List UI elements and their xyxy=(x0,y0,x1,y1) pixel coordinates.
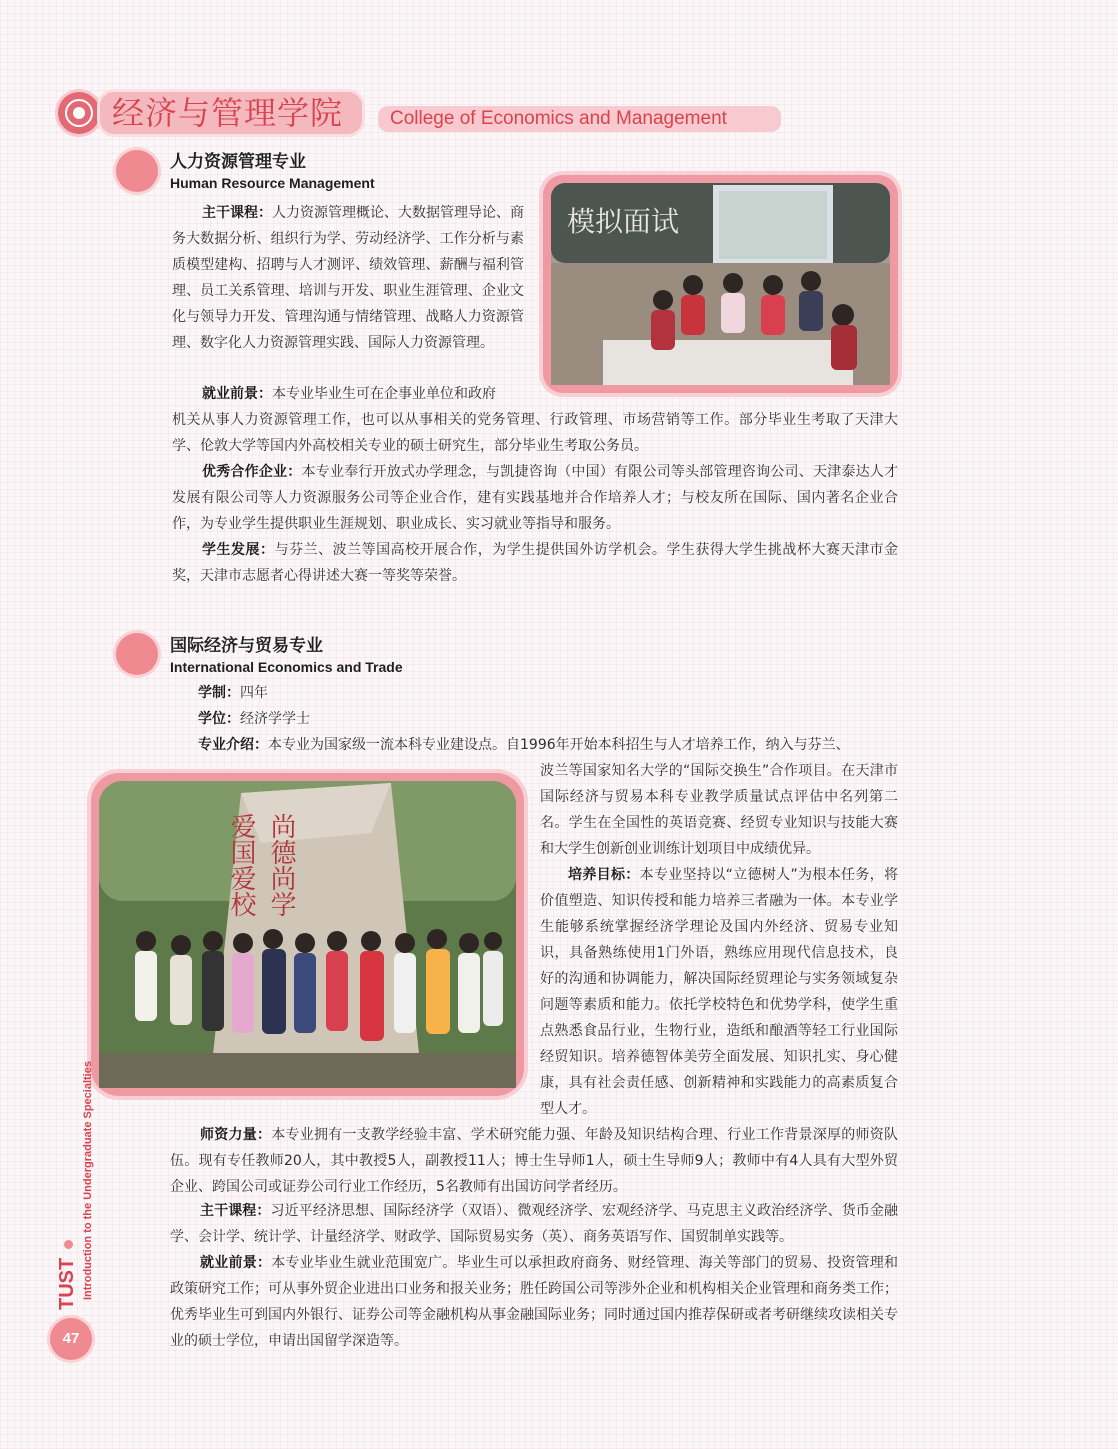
iet-career xyxy=(170,1250,898,1354)
iet-career-text: 本专业毕业生就业范围宽广。毕业生可以承担政府商务、财经管理、海关等部门的贸易、投资管理和政策研究工作；可从事外贸企业进出口业务和报关业务；胜任跨国公司等涉外企业和机构相关企业管理和商务类工作；优秀毕业生可到国内外银行、证券公司等金融机构从事金融国际业务；同时通过国内推荐保研或者考研继续攻读相关专业的硕士学位，申请出国留学深造等。 xyxy=(170,1255,898,1349)
classroom-photo xyxy=(543,175,898,393)
iet-faculty-text: 本专业拥有一支教学经验丰富、学术研究能力强、年龄及知识结构合理、行业工作背景深厚的师资队伍。现有专任教师20人，其中教授5人，副教授11人；博士生导师1人，硕士生导师9人；教师中有4人具有大型外贸企业、跨国公司或证券公司行业工作经历，5名教师有出国访问学者经历。 xyxy=(170,1127,898,1195)
iet-career-label: 就业前景： xyxy=(200,1255,272,1271)
hrm-career-label: 就业前景： xyxy=(202,386,272,402)
iet-courses-label: 主干课程： xyxy=(200,1203,271,1219)
iet-faculty xyxy=(170,1122,898,1200)
hrm-partners xyxy=(172,459,898,537)
side-brand xyxy=(34,1062,94,1362)
hrm-students-text: 与芬兰、波兰等国高校开展合作，为学生提供国外访学机会。学生获得大学生挑战杯大赛天津市金奖，天津市志愿者心得讲述大赛一等奖等荣誉。 xyxy=(172,542,899,584)
iet-intro-label: 专业介绍： xyxy=(198,737,268,753)
hrm-partners-text: 本专业奉行开放式办学理念，与凯捷咨询（中国）有限公司等头部管理咨询公司、天津泰达人才发展有限公司等人力资源服务公司等企业合作，建有实践基地并合作培养人才；与校友所在国际、国内著名企业合作，为专业学生提供职业生涯规划、职业成长、实习就业等指导和服务。 xyxy=(172,464,899,532)
section-marker-1 xyxy=(116,150,158,192)
hrm-students xyxy=(172,537,898,589)
stone-text-1: 尚德尚学 xyxy=(266,813,296,917)
section-marker-2 xyxy=(116,633,158,675)
group-photo xyxy=(91,773,524,1096)
iet-duration-label: 学制： xyxy=(198,685,240,701)
side-subtitle: Introduction to the Undergraduate Specialties xyxy=(82,1061,94,1300)
iet-intro-text-a: 本专业为国家级一流本科专业建设点。自1996年开始本科招生与人才培养工作，纳入与芬兰、 xyxy=(268,737,850,753)
hrm-partners-label: 优秀合作企业： xyxy=(202,464,302,480)
iet-courses xyxy=(170,1198,898,1250)
iet-duration-value: 四年 xyxy=(240,685,268,701)
hrm-career-text-a: 本专业毕业生可在企事业单位和政府 xyxy=(272,386,496,402)
hrm-career-b: 机关从事人力资源管理工作，也可以从事相关的党务管理、行政管理、市场营销等工作。部分毕业生考取了天津大学、伦敦大学等国内外高校相关专业的硕士研究生，部分毕业生考取公务员。 xyxy=(172,412,898,454)
hrm-courses-label: 主干课程： xyxy=(202,205,272,221)
hrm-career-a xyxy=(172,381,524,407)
section-title-hrm: 人力资源管理专业 xyxy=(170,152,306,172)
page-title: 经济与管理学院 xyxy=(112,94,344,132)
iet-faculty-label: 师资力量： xyxy=(200,1127,272,1143)
side-brand-text: TUST xyxy=(56,1257,78,1310)
section-subtitle-hrm: Human Resource Management xyxy=(170,175,375,191)
hrm-students-label: 学生发展： xyxy=(202,542,275,558)
college-logo xyxy=(58,92,100,134)
iet-duration xyxy=(198,680,268,706)
hrm-courses-text: 人力资源管理概论、大数据管理导论、商务大数据分析、组织行为学、劳动经济学、工作分析与素质模型建构、招聘与人才测评、绩效管理、薪酬与福利管理、员工关系管理、培训与开发、职业生涯管理、企业文化与领导力开发、管理沟通与情绪管理、战略人力资源管理、数字化人力资源管理实践、国际人力资源管理。 xyxy=(172,205,524,351)
iet-intro-a xyxy=(198,732,898,758)
page-number: 47 xyxy=(50,1318,92,1360)
iet-goal xyxy=(540,862,898,1122)
board-text: 模拟面试 xyxy=(567,205,680,238)
side-dot-icon xyxy=(64,1240,73,1249)
iet-goal-label: 培养目标： xyxy=(568,867,640,883)
iet-courses-text: 习近平经济思想、国际经济学（双语）、微观经济学、宏观经济学、马克思主义政治经济学、货币金融学、会计学、统计学、计量经济学、财政学、国际贸易实务（英）、商务英语写作、国贸制单实践等。 xyxy=(170,1203,899,1245)
iet-degree-value: 经济学学士 xyxy=(240,711,310,727)
iet-degree xyxy=(198,706,310,732)
section-title-iet: 国际经济与贸易专业 xyxy=(170,636,323,656)
iet-degree-label: 学位： xyxy=(198,711,240,727)
section-subtitle-iet: International Economics and Trade xyxy=(170,659,403,675)
iet-intro-b: 波兰等国家知名大学的“国际交换生”合作项目。在天津市国际经济与贸易本科专业教学质量试点评估中名列第二名。学生在全国性的英语竞赛、经贸专业知识与技能大赛和大学生创新创业训练计划项目中成绩优异。 xyxy=(540,763,898,857)
iet-goal-text: 本专业坚持以“立德树人”为根本任务，将价值塑造、知识传授和能力培养三者融为一体。本专业学生能够系统掌握经济学理论及国内外经济、贸易专业知识，具备熟练使用1门外语，熟练应用现代信息技术，良好的沟通和协调能力，解决国际经贸理论与实务领域复杂问题等素质和能力。依托学校特色和优势学科，使学生重点熟悉食品行业，生物行业，造纸和酿酒等轻工行业国际经贸知识。培养德智体美劳全面发展、知识扎实、身心健康，具有社会责任感、创新精神和实践能力的高素质复合型人才。 xyxy=(540,867,899,1117)
hrm-courses xyxy=(172,200,524,356)
stone-text-2: 爱国爱校 xyxy=(226,813,256,917)
page-subtitle: College of Economics and Management xyxy=(390,108,727,129)
